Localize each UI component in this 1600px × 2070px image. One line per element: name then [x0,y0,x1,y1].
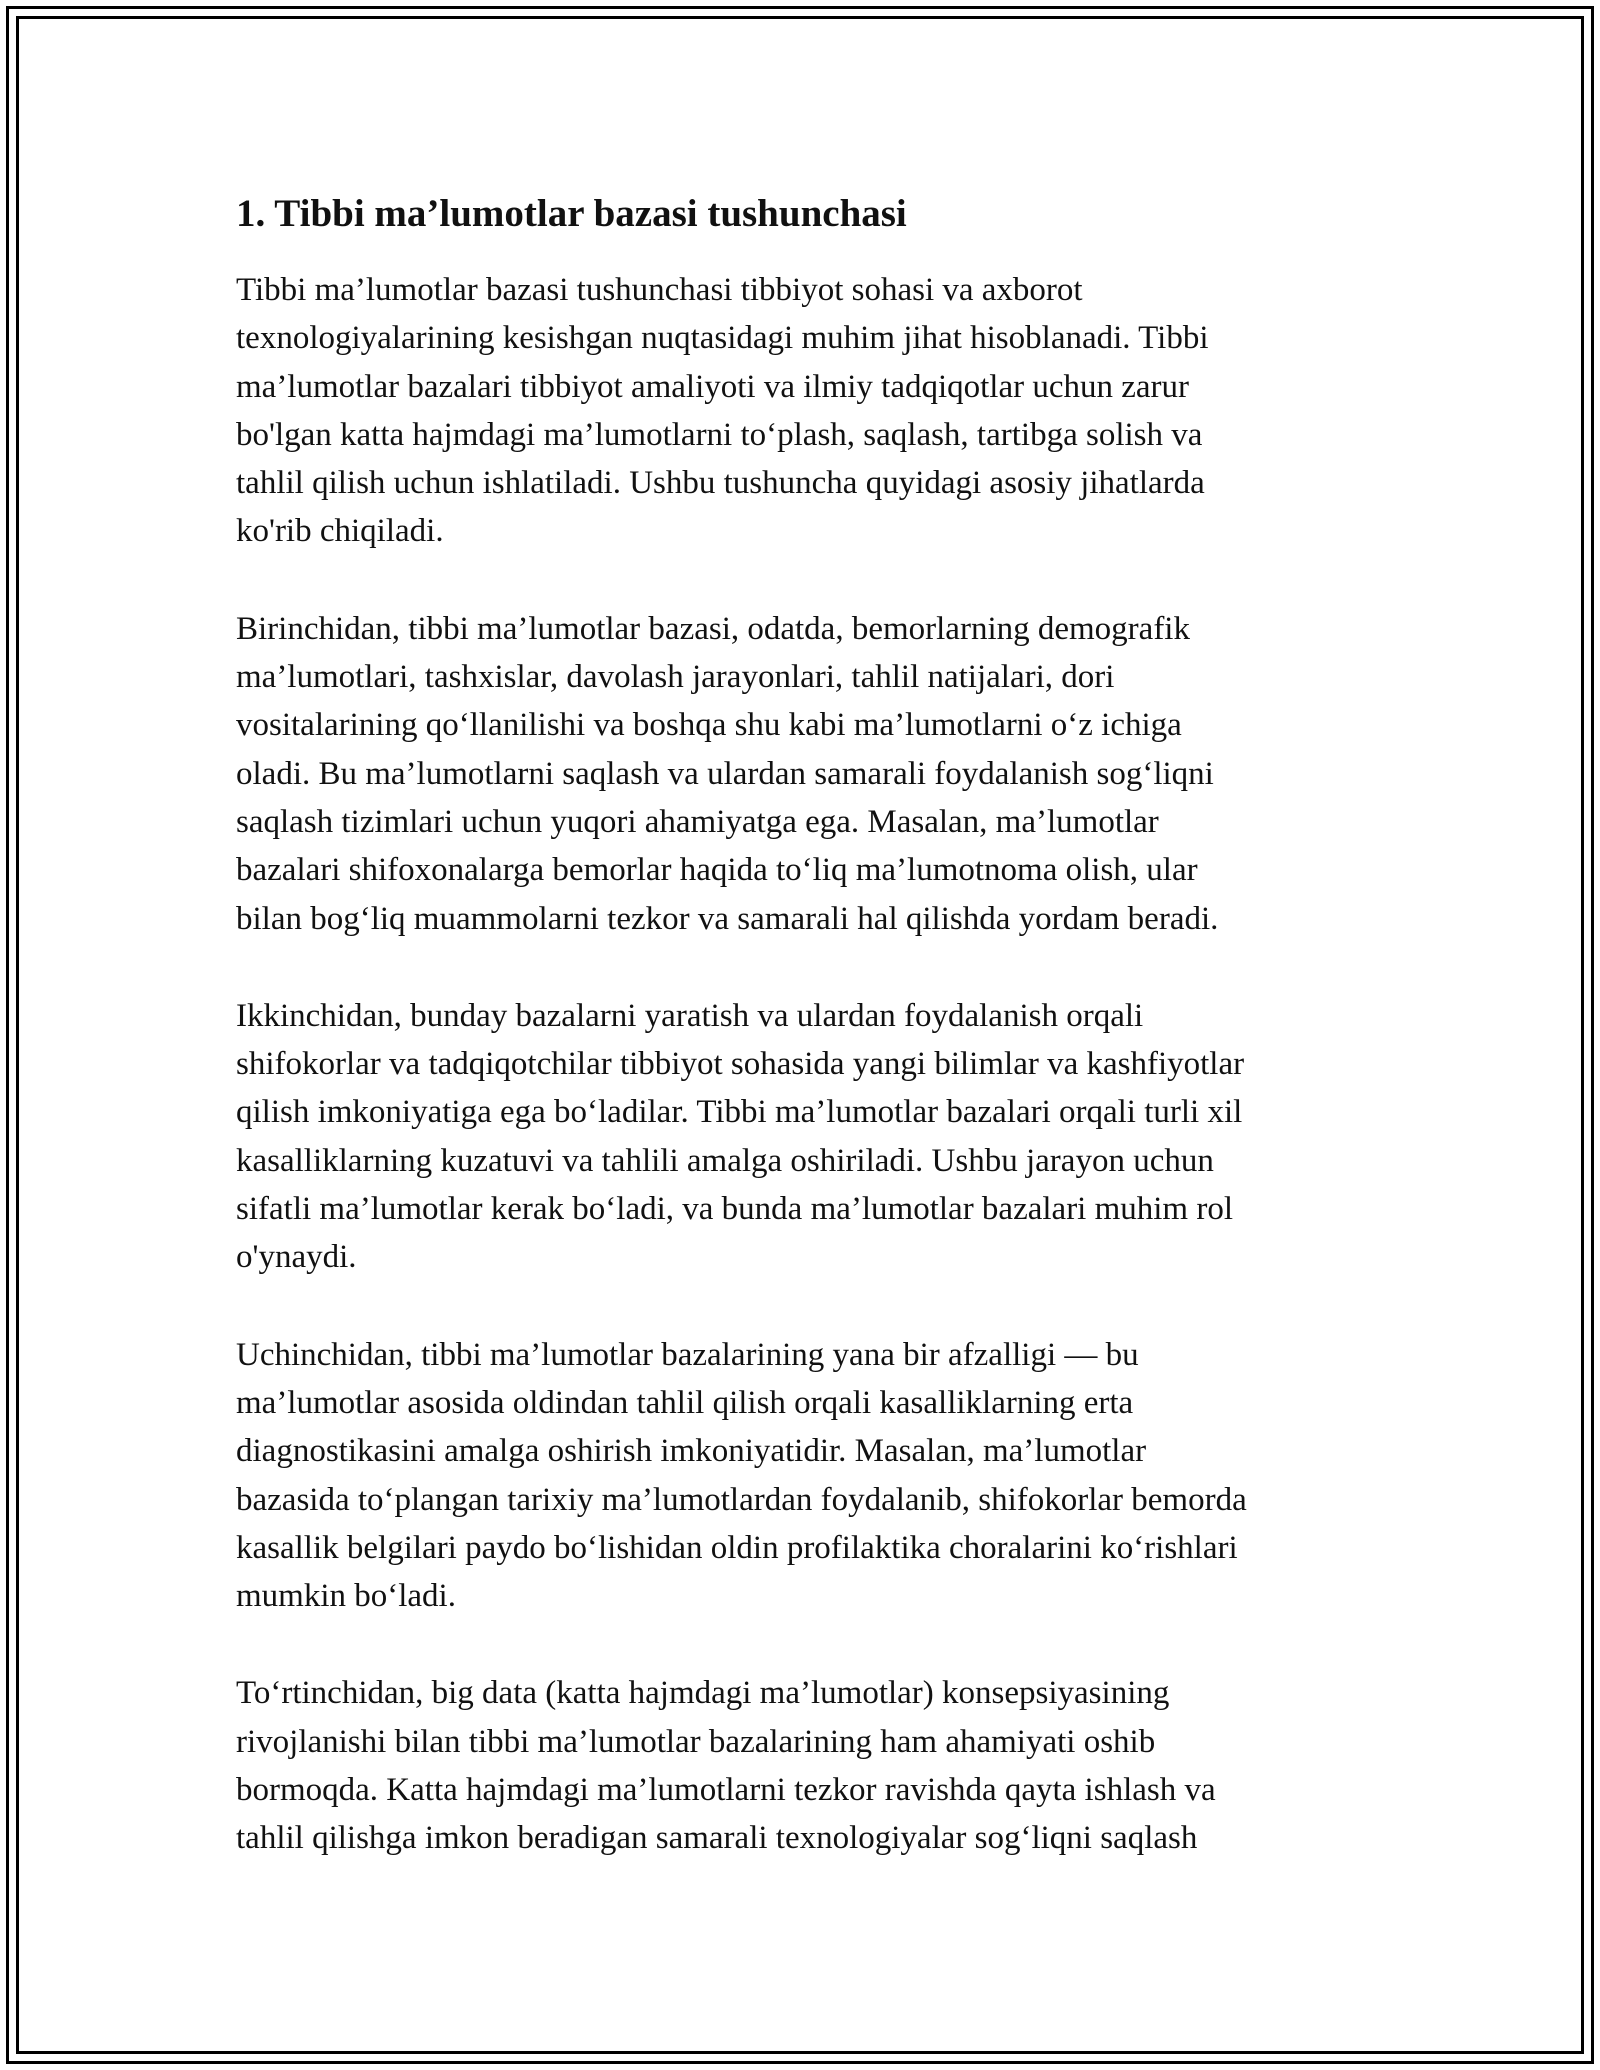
text-line: vositalarining qo‘llanilishi va boshqa shu kabi ma’lumotlarni o‘z ichiga [236,707,1182,744]
text-line: bormoqda. Katta hajmdagi ma’lumotlarni tezkor ravishda qayta ishlash va [236,1772,1216,1809]
paragraph-second [236,992,1370,1282]
text-line: tahlil qilish uchun ishlatiladi. Ushbu tushuncha quyidagi asosiy jihatlarda [236,465,1205,502]
paragraph-fourth [236,1669,1370,1862]
text-line: Ikkinchidan, bunday bazalarni yaratish va ulardan foydalanish orqali [236,997,1144,1034]
text-line: mumkin bo‘ladi. [236,1578,456,1615]
text-line: diagnostikasini amalga oshirish imkoniyatidir. Masalan, ma’lumotlar [236,1433,1147,1470]
text-line: kasalliklarning kuzatuvi va tahlili amalga oshiriladi. Ushbu jarayon uchun [236,1142,1214,1179]
text-line: qilish imkoniyatiga ega bo‘ladilar. Tibbi ma’lumotlar bazalari orqali turli xil [236,1094,1243,1131]
text-line: ma’lumotlar asosida oldindan tahlil qilish orqali kasalliklarning erta [236,1384,1134,1421]
text-line: To‘rtinchidan, big data (katta hajmdagi ma’lumotlar) konsepsiyasining [236,1675,1170,1712]
text-line: oladi. Bu ma’lumotlarni saqlash va ulardan samarali foydalanish sog‘liqni [236,755,1214,792]
text-line: Tibbi ma’lumotlar bazasi tushunchasi tibbiyot sohasi va axborot [236,272,1083,308]
text-line: texnologiyalarining kesishgan nuqtasidagi muhim jihat hisoblanadi. Tibbi [236,320,1209,357]
text-line: kasallik belgilari paydo bo‘lishidan oldin profilaktika choralarini ko‘rishlari [236,1529,1238,1566]
text-line: bo'lgan katta hajmdagi ma’lumotlarni to‘plash, saqlash, tartibga solish va [236,416,1203,453]
paragraph-third [236,1331,1370,1621]
paragraph-intro [236,266,1370,556]
text-line: shifokorlar va tadqiqotchilar tibbiyot sohasida yangi bilimlar va kashfiyotlar [236,1046,1245,1083]
text-line: bilan bog‘liq muammolarni tezkor va samarali hal qilishda yordam beradi. [236,900,1219,937]
text-line: tahlil qilishga imkon beradigan samarali texnologiyalar sog‘liqni saqlash [236,1820,1198,1857]
text-line: sifatli ma’lumotlar kerak bo‘ladi, va bunda ma’lumotlar bazalari muhim rol [236,1191,1234,1228]
text-line: ko'rib chiqiladi. [236,513,444,550]
text-line: Uchinchidan, tibbi ma’lumotlar bazalarining yana bir afzalligi — bu [236,1336,1139,1373]
text-line: Birinchidan, tibbi ma’lumotlar bazasi, odatda, bemorlarning demografik [236,610,1190,647]
text-line: rivojlanishi bilan tibbi ma’lumotlar bazalarining ham ahamiyati oshib [236,1723,1156,1760]
text-line: bazalari shifoxonalarga bemorlar haqida to‘liq ma’lumotnoma olish, ular [236,852,1198,889]
text-line: ma’lumotlar bazalari tibbiyot amaliyoti va ilmiy tadqiqotlar uchun zarur [236,368,1190,405]
text-line: ma’lumotlari, tashxislar, davolash jarayonlari, tahlil natijalari, dori [236,659,1115,696]
text-line: saqlash tizimlari uchun yuqori ahamiyatga ega. Masalan, ma’lumotlar [236,803,1159,840]
section-title: 1. Tibbi ma’lumotlar bazasi tushunchasi [236,192,907,235]
paragraph-first [236,605,1370,943]
text-line: bazasida to‘plangan tarixiy ma’lumotlardan foydalanib, shifokorlar bemorda [236,1481,1247,1518]
document-page [236,188,1370,1912]
text-line: o'ynaydi. [236,1239,357,1276]
